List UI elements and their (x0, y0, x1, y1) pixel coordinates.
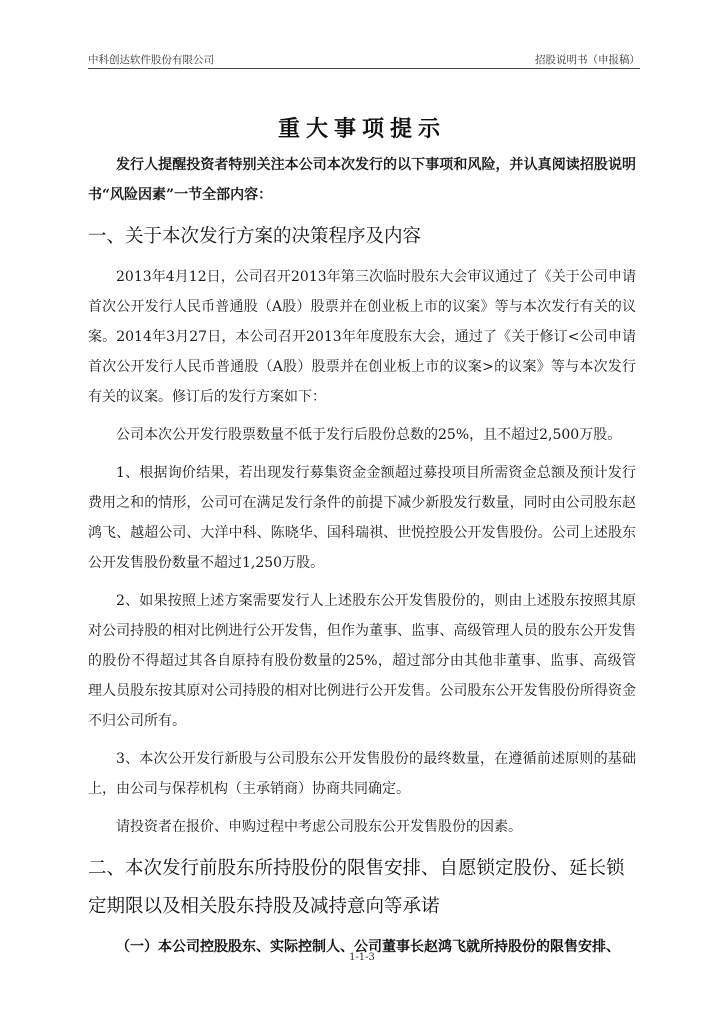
document-body (88, 150, 636, 962)
intro-paragraph: 发行人提醒投资者特别关注本公司本次发行的以下事项和风险，并认真阅读招股说明书“风险因素”一节全部内容： (88, 157, 636, 203)
section-1-paragraph: 3、本次公开发行新股与公司股东公开发售股份的最终数量，在遵循前述原则的基础上，由公司与保荐机构（主承销商）协商共同确定。 (88, 751, 636, 797)
section-1-paragraph: 2、如果按照上述方案需要发行人上述股东公开发售股份的，则由上述股东按照其原对公司持股的相对比例进行公开发售，但作为董事、监事、高级管理人员的股东公开发售的股份不得超过其各自原持有股份数量的25%，超过部分由其他非董事、监事、高级管理人员股东按其原对公司持股的相对比例进行公开发售。公司股东公开发售股份所得资金不归公司所有。 (88, 593, 636, 729)
page-title: 重大事项提示 (277, 117, 446, 142)
section-1-paragraph: 请投资者在报价、申购过程中考虑公司股东公开发售股份的因素。 (116, 819, 522, 835)
page-header (88, 50, 640, 69)
section-1-paragraph: 2013年4月12日，公司召开2013年第三次临时股东大会审议通过了《关于公司申请首次公开发行人民币普通股（A股）股票并在创业板上市的议案》等与本次发行有关的议案。2014年3月27日，本公司召开2013年年度股东大会，通过了《关于修订<公司申请首次公开发行人民币普通股（A股）股票并在创业板上市的议案>的议案》等与本次发行有关的议案。修订后的发行方案如下： (88, 269, 636, 405)
page-number: 1-1-3 (349, 952, 375, 963)
section-2-subheading: （一）本公司控股股东、实际控制人、公司董事长赵鸿飞就所持股份的限售安排、 (116, 939, 620, 955)
section-1-heading: 一、关于本次发行方案的决策程序及内容 (88, 226, 422, 247)
section-1-paragraph: 公司本次公开发行股票数量不低于发行后股份总数的25%，且不超过2,500万股。 (116, 427, 622, 443)
header-document-type: 招股说明书（申报稿） (535, 54, 640, 66)
section-2-heading: 二、本次发行前股东所持股份的限售安排、自愿锁定股份、延长锁定期限以及相关股东持股及减持意向等承诺 (88, 858, 625, 917)
header-company-name: 中科创达软件股份有限公司 (88, 54, 214, 66)
section-1-paragraph: 1、根据询价结果，若出现发行募集资金金额超过募投项目所需资金总额及预计发行费用之和的情形，公司可在满足发行条件的前提下减少新股发行数量，同时由公司股东赵鸿飞、越超公司、大洋中科、陈晓华、国科瑞祺、世悦控股公开发售股份。公司上述股东公开发售股份数量不超过1,250万股。 (88, 465, 636, 571)
